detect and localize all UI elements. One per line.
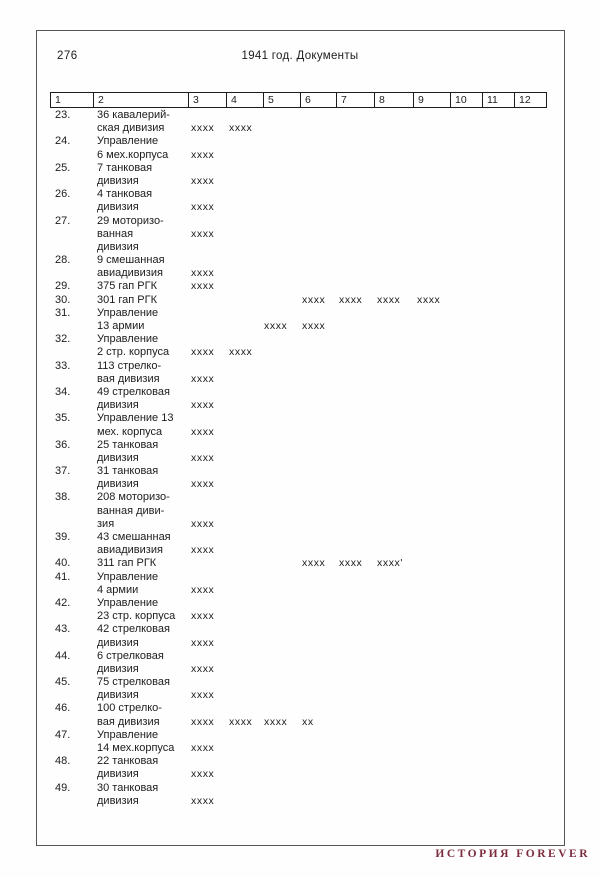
- mark-col-6: xxxx: [302, 320, 326, 332]
- row-number: 45.: [55, 676, 71, 689]
- table-row-line: [0, 478, 600, 491]
- unit-name: 25 танковая: [97, 438, 159, 451]
- mark-col-3: xxxx: [191, 122, 215, 135]
- page-number: 276: [57, 50, 78, 62]
- row-number: 37.: [55, 465, 71, 478]
- unit-name: дивизия: [97, 201, 139, 214]
- unit-name: авиадивизия: [97, 267, 163, 280]
- table-row-line: [0, 162, 600, 175]
- mark-col-8: xxxx': [377, 557, 404, 570]
- table-row-line: [0, 610, 600, 623]
- column-header-3: 3: [189, 93, 227, 107]
- table-row-line: [0, 188, 600, 201]
- mark-col-3: xxxx: [191, 742, 215, 754]
- row-number: 34.: [55, 385, 71, 398]
- mark-col-7: xxxx: [339, 293, 363, 306]
- mark-col-3: xxxx: [191, 636, 215, 649]
- table-row-line: [0, 439, 600, 452]
- mark-col-4: xxxx: [229, 346, 253, 359]
- mark-col-4: xxxx: [229, 122, 253, 135]
- table-row-line: [0, 280, 600, 293]
- mark-col-3: xxxx: [191, 689, 215, 702]
- row-number: 41.: [55, 570, 71, 583]
- table-row-line: [0, 175, 600, 188]
- unit-name: 9 смешанная: [97, 254, 165, 267]
- mark-col-4: xxxx: [229, 715, 253, 728]
- table-row-line: [0, 637, 600, 650]
- mark-col-3: xxxx: [191, 201, 215, 214]
- column-header-6: 6: [301, 93, 337, 107]
- mark-col-3: xxxx: [191, 372, 215, 385]
- column-header-4: 4: [227, 93, 264, 107]
- column-header-1: 1: [51, 93, 94, 107]
- unit-name: 43 смешанная: [97, 531, 171, 543]
- unit-name: дивизия: [97, 399, 139, 412]
- mark-col-3: xxxx: [191, 425, 215, 438]
- row-number: 49.: [55, 781, 71, 794]
- row-number: 43.: [55, 623, 71, 636]
- mark-col-3: xxxx: [191, 715, 215, 728]
- mark-col-3: xxxx: [191, 227, 215, 240]
- unit-name: дивизия: [97, 240, 139, 253]
- unit-name: 29 моторизо-: [97, 214, 164, 227]
- mark-col-5: xxxx: [264, 715, 288, 728]
- mark-col-3: xxxx: [191, 583, 215, 596]
- unit-name: 13 армии: [97, 320, 145, 332]
- unit-name: 30 танковая: [97, 781, 159, 794]
- unit-name: Управление: [97, 728, 159, 741]
- row-number: 30.: [55, 293, 71, 306]
- unit-name: вая дивизия: [97, 372, 160, 385]
- table-row-line: [0, 149, 600, 162]
- unit-name: ванная диви-: [97, 504, 165, 517]
- unit-name: 2 стр. корпуса: [97, 346, 170, 359]
- unit-name: 6 стрелковая: [97, 649, 164, 662]
- mark-col-3: xxxx: [191, 399, 215, 412]
- table-row-line: [0, 544, 600, 557]
- unit-name: Управление: [97, 306, 159, 319]
- unit-name: 22 танковая: [97, 755, 159, 768]
- mark-col-3: xxxx: [191, 662, 215, 675]
- table-row-line: [0, 782, 600, 795]
- mark-col-3: xxxx: [191, 544, 215, 557]
- table-row-line: [0, 215, 600, 228]
- table-row-line: [0, 676, 600, 689]
- mark-col-5: xxxx: [264, 320, 288, 332]
- unit-name: вая дивизия: [97, 715, 160, 728]
- table-row-line: [0, 623, 600, 636]
- table-row-line: [0, 294, 600, 307]
- table-row-line: [0, 254, 600, 267]
- table-body: [0, 109, 600, 808]
- unit-name: дивизия: [97, 636, 139, 649]
- mark-col-3: xxxx: [191, 478, 215, 491]
- table-row-line: [0, 386, 600, 399]
- row-number: 35.: [55, 412, 71, 425]
- table-row-line: [0, 716, 600, 729]
- watermark: ИСТОРИЯ FOREVER: [435, 848, 590, 860]
- unit-name: 113 стрелко-: [97, 359, 162, 372]
- row-number: 44.: [55, 649, 71, 662]
- unit-name: 7 танковая: [97, 161, 153, 174]
- table-header-row: [50, 92, 547, 108]
- table-row-line: [0, 241, 600, 254]
- table-row-line: [0, 320, 600, 333]
- table-row-line: [0, 584, 600, 597]
- unit-name: 36 кавалерий-: [97, 109, 170, 121]
- row-number: 29.: [55, 280, 71, 293]
- table-row-line: [0, 426, 600, 439]
- table-row-line: [0, 702, 600, 715]
- unit-name: 301 гап РГК: [97, 293, 158, 306]
- table-row-line: [0, 109, 600, 122]
- table-row-line: [0, 597, 600, 610]
- column-header-8: 8: [375, 93, 414, 107]
- table-row-line: [0, 571, 600, 584]
- unit-name: Управление: [97, 135, 159, 148]
- column-header-11: 11: [483, 93, 515, 107]
- row-number: 28.: [55, 254, 71, 267]
- table-row-line: [0, 557, 600, 570]
- row-number: 46.: [55, 702, 71, 715]
- mark-col-3: xxxx: [191, 267, 215, 280]
- unit-name: дивизия: [97, 689, 139, 702]
- mark-col-9: xxxx: [417, 293, 441, 306]
- mark-col-3: xxxx: [191, 174, 215, 187]
- column-header-10: 10: [451, 93, 483, 107]
- unit-name: Управление 13: [97, 412, 174, 425]
- row-number: 39.: [55, 531, 71, 543]
- table-row-line: [0, 491, 600, 504]
- row-number: 47.: [55, 728, 71, 741]
- mark-col-3: xxxx: [191, 148, 215, 161]
- mark-col-3: xxxx: [191, 794, 215, 807]
- unit-name: авиадивизия: [97, 544, 163, 557]
- unit-name: 4 танковая: [97, 188, 153, 201]
- unit-name: зия: [97, 517, 115, 530]
- unit-name: дивизия: [97, 768, 139, 781]
- unit-name: 100 стрелко-: [97, 702, 162, 715]
- table-row-line: [0, 650, 600, 663]
- table-row-line: [0, 768, 600, 781]
- row-number: 40.: [55, 557, 71, 570]
- table-row-line: [0, 755, 600, 768]
- column-header-12: 12: [519, 94, 531, 106]
- table-row-line: [0, 333, 600, 346]
- unit-name: ская дивизия: [97, 122, 165, 135]
- row-number: 24.: [55, 135, 71, 148]
- row-number: 42.: [55, 596, 71, 609]
- unit-name: Управление: [97, 596, 159, 609]
- table-row-line: [0, 742, 600, 755]
- table-row-line: [0, 122, 600, 135]
- unit-name: 208 моторизо-: [97, 491, 170, 504]
- unit-name: 23 стр. корпуса: [97, 610, 176, 623]
- table-row-line: [0, 452, 600, 465]
- table-row-line: [0, 346, 600, 359]
- unit-name: Управление: [97, 570, 159, 583]
- mark-col-3: xxxx: [191, 451, 215, 464]
- table-row-line: [0, 663, 600, 676]
- table-row-line: [0, 373, 600, 386]
- table-row-line: [0, 267, 600, 280]
- table-row-line: [0, 201, 600, 214]
- row-number: 31.: [55, 306, 71, 319]
- row-number: 36.: [55, 438, 71, 451]
- row-number: 38.: [55, 491, 71, 504]
- table-row-line: [0, 531, 600, 544]
- unit-name: 6 мех.корпуса: [97, 148, 169, 161]
- unit-name: Управление: [97, 333, 159, 346]
- table-row-line: [0, 465, 600, 478]
- column-header-2: 2: [94, 93, 189, 107]
- table-row-line: [0, 307, 600, 320]
- unit-name: дивизия: [97, 451, 139, 464]
- table-row-line: [0, 505, 600, 518]
- table-row-line: [0, 729, 600, 742]
- unit-name: ванная: [97, 227, 134, 240]
- unit-name: 14 мех.корпуса: [97, 742, 175, 754]
- row-number: 32.: [55, 333, 71, 346]
- unit-name: 375 гап РГК: [97, 280, 158, 293]
- table-row-line: [0, 518, 600, 531]
- table-row-line: [0, 412, 600, 425]
- page-title: 1941 год. Документы: [241, 50, 359, 62]
- mark-col-8: xxxx: [377, 293, 401, 306]
- unit-name: дивизия: [97, 662, 139, 675]
- table-row-line: [0, 360, 600, 373]
- row-number: 26.: [55, 188, 71, 201]
- mark-col-3: xxxx: [191, 346, 215, 359]
- unit-name: дивизия: [97, 794, 139, 807]
- column-header-7: 7: [337, 93, 375, 107]
- row-number: 27.: [55, 214, 71, 227]
- mark-col-3: xxxx: [191, 768, 215, 781]
- column-header-9: 9: [414, 93, 451, 107]
- row-number: 23.: [55, 109, 71, 121]
- mark-col-3: xxxx: [191, 517, 215, 530]
- unit-name: 49 стрелковая: [97, 385, 170, 398]
- mark-col-6: xx: [302, 715, 314, 728]
- mark-col-6: xxxx: [302, 557, 326, 570]
- table-row-line: [0, 228, 600, 241]
- table-row-line: [0, 135, 600, 148]
- mark-col-7: xxxx: [339, 557, 363, 570]
- unit-name: 31 танковая: [97, 465, 159, 478]
- mark-col-6: xxxx: [302, 293, 326, 306]
- row-number: 25.: [55, 161, 71, 174]
- mark-col-3: xxxx: [191, 280, 215, 293]
- unit-name: мех. корпуса: [97, 425, 163, 438]
- unit-name: 42 стрелковая: [97, 623, 170, 636]
- column-header-5: 5: [264, 93, 301, 107]
- row-number: 48.: [55, 755, 71, 768]
- table-row-line: [0, 399, 600, 412]
- table-row-line: [0, 795, 600, 808]
- mark-col-3: xxxx: [191, 610, 215, 623]
- table-row-line: [0, 689, 600, 702]
- row-number: 33.: [55, 359, 71, 372]
- unit-name: 4 армии: [97, 583, 139, 596]
- unit-name: 311 гап РГК: [97, 557, 157, 570]
- unit-name: 75 стрелковая: [97, 676, 170, 689]
- unit-name: дивизия: [97, 478, 139, 491]
- unit-name: дивизия: [97, 174, 139, 187]
